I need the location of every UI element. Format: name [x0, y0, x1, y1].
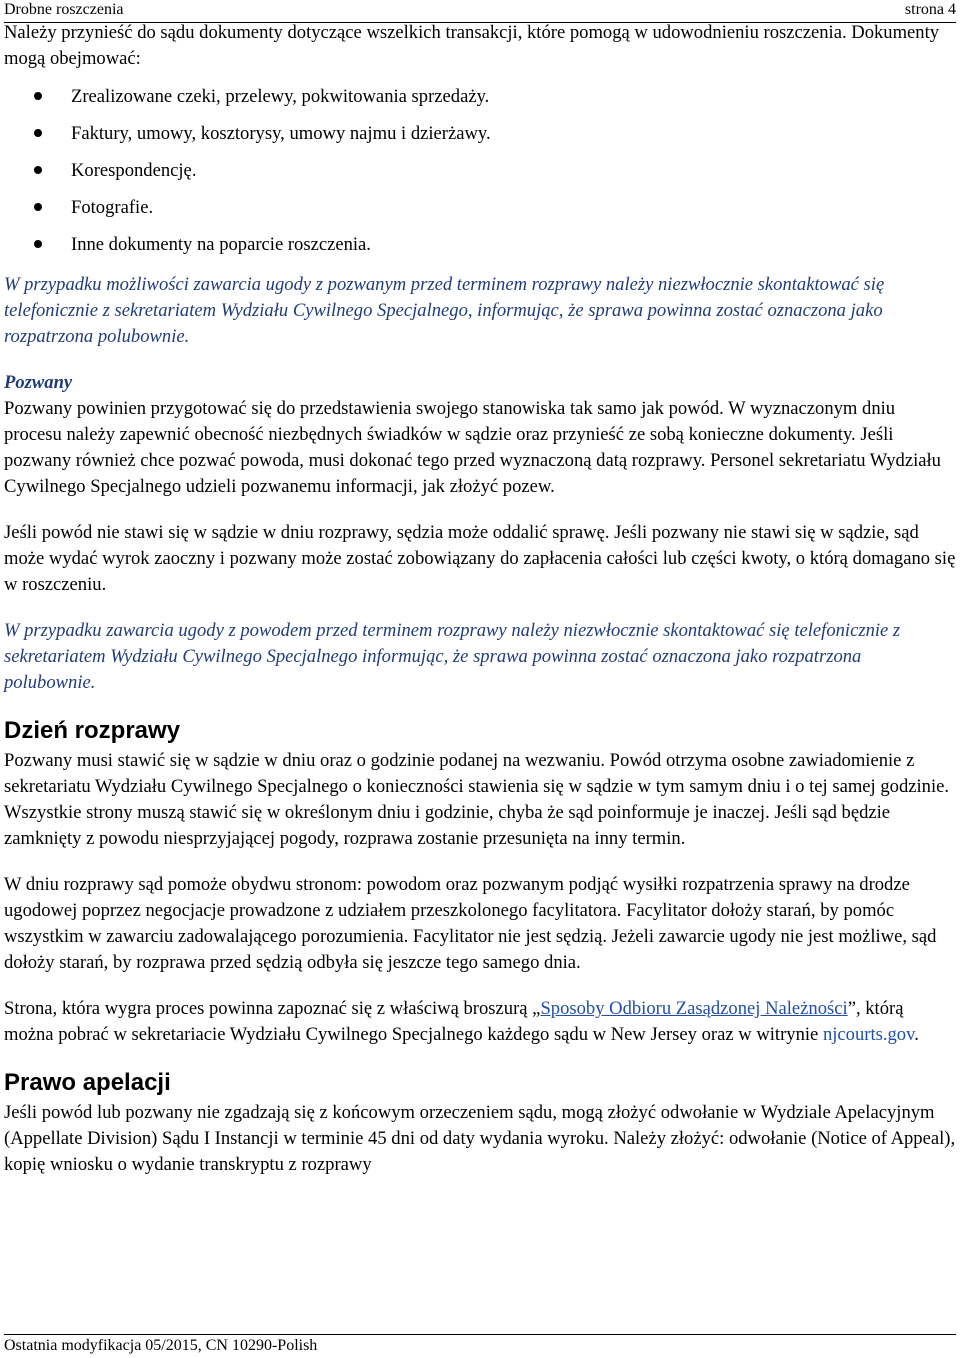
- list-item: Zrealizowane czeki, przelewy, pokwitowania sprzedaży.: [4, 84, 956, 121]
- bullet-icon: [34, 166, 42, 174]
- page-footer: Ostatnia modyfikacja 05/2015, CN 10290-Polish: [4, 1334, 956, 1357]
- defendant-heading: Pozwany: [4, 372, 73, 393]
- list-item: Inne dokumenty na poparcie roszczenia.: [4, 232, 956, 262]
- appeal-heading: Prawo apelacji: [4, 1069, 171, 1096]
- hearing-paragraph-1: Pozwany musi stawić się w sądzie w dniu oraz o godzinie podanej na wezwaniu. Powód otrzyma osobne zawiadomienie z sekretariatu Wydziału Cywilnego Specjalnego o konieczności stawienia się w sądzie w tym samym dniu i o tej samej godzinie. Wszystkie strony muszą stawić się w określonym dniu i godzinie, chyba że sąd poinformuje je inaczej. Jeśli sąd będzie zamknięty z powodu niesprzyjającej pogody, rozprawa zostanie przesunięta na inny termin.: [4, 750, 950, 849]
- settlement-note-plaintiff: W przypadku możliwości zawarcia ugody z pozwanym przed terminem rozprawy należy niezwłocznie skontaktować się telefonicznie z sekretariatem Wydziału Cywilnego Specjalnego, informując, że sprawa powinna zostać oznaczona jako rozpatrzona polubownie.: [4, 274, 885, 347]
- settlement-note-defendant: W przypadku zawarcia ugody z powodem przed terminem rozprawy należy niezwłocznie skontaktować się telefonicznie z sekretariatem Wydziału Cywilnego Specjalnego informując, że sprawa powinna zostać oznaczona jako rozpatrzona polubownie.: [4, 620, 901, 693]
- document-list: [4, 84, 956, 262]
- page-number: strona 4: [904, 1, 956, 18]
- bullet-icon: [34, 240, 42, 248]
- bullet-icon: [34, 129, 42, 137]
- intro-paragraph: Należy przynieść do sądu dokumenty dotyczące wszelkich transakcji, które pomogą w udowodnieniu roszczenia. Dokumenty mogą obejmować:: [4, 22, 940, 69]
- page-content: [4, 20, 956, 1198]
- list-item: Faktury, umowy, kosztorysy, umowy najmu i dzierżawy.: [4, 121, 956, 158]
- njcourts-link[interactable]: njcourts.gov: [822, 1024, 915, 1045]
- list-item: Korespondencję.: [4, 158, 956, 195]
- bullet-icon: [34, 203, 42, 211]
- document-title: Drobne roszczenia: [4, 1, 124, 18]
- hearing-paragraph-3: Strona, która wygra proces powinna zapoznać się z właściwą broszurą „Sposoby Odbioru Zasądzonej Należności”, którą można pobrać w sekretariacie Wydziału Cywilnego Specjalnego każdego sądu w New Jersey oraz w witrynie njcourts.gov.: [4, 998, 919, 1045]
- bullet-icon: [34, 92, 42, 100]
- collection-brochure-link[interactable]: Sposoby Odbioru Zasądzonej Należności: [540, 998, 848, 1019]
- defendant-paragraph-2: Jeśli powód nie stawi się w sądzie w dniu rozprawy, sędzia może oddalić sprawę. Jeśli pozwany nie stawi się w sądzie, sąd może wydać wyrok zaoczny i pozwany może zostać zobowiązany do zapłacenia całości lub części kwoty, o którą domagano się w roszczeniu.: [4, 522, 956, 595]
- defendant-paragraph-1: Pozwany powinien przygotować się do przedstawienia swojego stanowiska tak samo jak powód. W wyznaczonym dniu procesu należy zapewnić obecność niezbędnych świadków w sądzie oraz przynieść ze sobą konieczne dokumenty. Jeśli pozwany również chce pozwać powoda, musi dokonać tego przed wyznaczoną datą rozprawy. Personel sekretariatu Wydziału Cywilnego Specjalnego udzieli pozwanemu informacji, jak złożyć pozew.: [4, 398, 941, 497]
- list-item: Fotografie.: [4, 195, 956, 232]
- appeal-paragraph: Jeśli powód lub pozwany nie zgadzają się z końcowym orzeczeniem sądu, mogą złożyć odwołanie w Wydziale Apelacyjnym (Appellate Division) Sądu I Instancji w terminie 45 dni od daty wydania wyroku. Należy złożyć: odwołanie (Notice of Appeal), kopię wniosku o wydanie transkryptu z rozprawy: [4, 1102, 956, 1175]
- hearing-heading: Dzień rozprawy: [4, 717, 181, 744]
- hearing-paragraph-2: W dniu rozprawy sąd pomoże obydwu stronom: powodom oraz pozwanym podjąć wysiłki rozpatrzenia sprawy na drodze ugodowej poprzez negocjacje prowadzone z udziałem przeszkolonego facylitatora. Facylitator dołoży starań, by pomóc wszystkim w zawarciu zadowalającego porozumienia. Facylitator nie jest sędzią. Jeżeli zawarcie ugody nie jest możliwe, sąd dołoży starań, by rozprawa przed sędzią odbyła się jeszcze tego samego dnia.: [4, 874, 937, 973]
